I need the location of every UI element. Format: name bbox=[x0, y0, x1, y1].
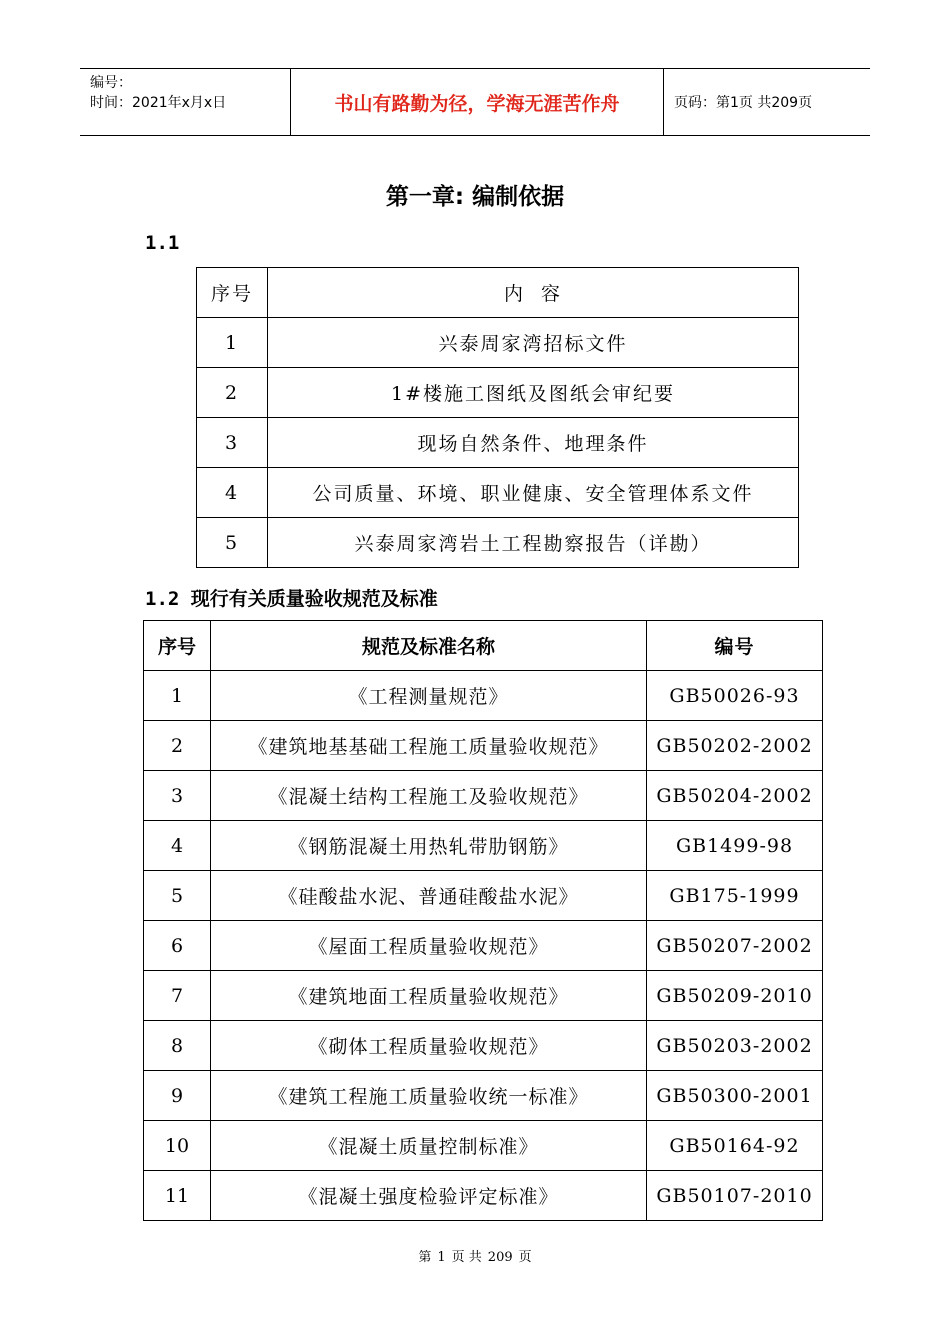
row-index: 1 bbox=[144, 671, 211, 721]
table-row bbox=[144, 671, 823, 721]
standard-name: 《混凝土质量控制标准》 bbox=[211, 1121, 647, 1171]
standard-code: GB1499-98 bbox=[647, 821, 823, 871]
row-index: 6 bbox=[144, 921, 211, 971]
row-index: 11 bbox=[144, 1171, 211, 1221]
footer-total-pages: 209 bbox=[487, 1250, 513, 1265]
standard-code: GB175-1999 bbox=[647, 871, 823, 921]
table-row bbox=[144, 1171, 823, 1221]
row-content: 1#楼施工图纸及图纸会审纪要 bbox=[268, 368, 799, 418]
header-meta bbox=[80, 69, 291, 136]
standard-name: 《建筑工程施工质量验收统一标准》 bbox=[211, 1071, 647, 1121]
row-content: 兴泰周家湾招标文件 bbox=[268, 318, 799, 368]
page-footer bbox=[0, 1246, 950, 1265]
table-row bbox=[144, 821, 823, 871]
table-row bbox=[144, 1071, 823, 1121]
row-index: 1 bbox=[197, 318, 268, 368]
chapter-title: 第一章: 编制依据 bbox=[385, 184, 565, 210]
standard-name: 《砌体工程质量验收规范》 bbox=[211, 1021, 647, 1071]
row-index: 4 bbox=[197, 468, 268, 518]
table-row bbox=[144, 871, 823, 921]
row-content: 现场自然条件、地理条件 bbox=[268, 418, 799, 468]
standard-code: GB50202-2002 bbox=[647, 721, 823, 771]
footer-page-suffix: 页 bbox=[518, 1250, 532, 1265]
row-index: 3 bbox=[197, 418, 268, 468]
row-index: 2 bbox=[197, 368, 268, 418]
standard-code: GB50300-2001 bbox=[647, 1071, 823, 1121]
standard-name: 《混凝土强度检验评定标准》 bbox=[211, 1171, 647, 1221]
column-header-code: 编号 bbox=[647, 621, 823, 671]
table-row bbox=[144, 971, 823, 1021]
column-header-name: 规范及标准名称 bbox=[211, 621, 647, 671]
standard-code: GB50026-93 bbox=[647, 671, 823, 721]
table-row bbox=[144, 1021, 823, 1071]
standard-code: GB50107-2010 bbox=[647, 1171, 823, 1221]
standard-code: GB50209-2010 bbox=[647, 971, 823, 1021]
row-index: 3 bbox=[144, 771, 211, 821]
standard-name: 《硅酸盐水泥、普通硅酸盐水泥》 bbox=[211, 871, 647, 921]
column-header-content: 内 容 bbox=[268, 268, 799, 318]
header-page-info: 页码：第1页 共209页 bbox=[664, 69, 871, 136]
table-header-row bbox=[144, 621, 823, 671]
table-row bbox=[144, 771, 823, 821]
standard-code: GB50204-2002 bbox=[647, 771, 823, 821]
row-index: 8 bbox=[144, 1021, 211, 1071]
standards-table bbox=[143, 620, 823, 1221]
standard-name: 《工程测量规范》 bbox=[211, 671, 647, 721]
table-row bbox=[144, 921, 823, 971]
document-header bbox=[80, 68, 870, 136]
row-index: 7 bbox=[144, 971, 211, 1021]
header-motto: 书山有路勤为径，学海无涯苦作舟 bbox=[291, 69, 664, 136]
table-row bbox=[197, 318, 799, 368]
row-index: 5 bbox=[144, 871, 211, 921]
row-content: 公司质量、环境、职业健康、安全管理体系文件 bbox=[268, 468, 799, 518]
document-date: 时间：2021年x月x日 bbox=[90, 95, 227, 111]
row-index: 5 bbox=[197, 518, 268, 568]
document-number-label: 编号： bbox=[90, 75, 132, 91]
row-index: 9 bbox=[144, 1071, 211, 1121]
standard-code: GB50207-2002 bbox=[647, 921, 823, 971]
row-index: 10 bbox=[144, 1121, 211, 1171]
column-header-index: 序号 bbox=[144, 621, 211, 671]
row-index: 2 bbox=[144, 721, 211, 771]
standard-name: 《钢筋混凝土用热轧带肋钢筋》 bbox=[211, 821, 647, 871]
standard-name: 《混凝土结构工程施工及验收规范》 bbox=[211, 771, 647, 821]
standard-name: 《建筑地基基础工程施工质量验收规范》 bbox=[211, 721, 647, 771]
section-1-heading: 1.1 bbox=[145, 232, 180, 254]
row-index: 4 bbox=[144, 821, 211, 871]
standard-code: GB50203-2002 bbox=[647, 1021, 823, 1071]
table-row bbox=[144, 1121, 823, 1171]
table-row bbox=[197, 418, 799, 468]
footer-page-prefix: 第 bbox=[418, 1250, 432, 1265]
standard-name: 《建筑地面工程质量验收规范》 bbox=[211, 971, 647, 1021]
footer-page-number: 1 bbox=[437, 1250, 446, 1265]
table-row bbox=[197, 368, 799, 418]
standard-name: 《屋面工程质量验收规范》 bbox=[211, 921, 647, 971]
standard-code: GB50164-92 bbox=[647, 1121, 823, 1171]
section-2-heading: 1.2 现行有关质量验收规范及标准 bbox=[145, 588, 438, 610]
table-header-row bbox=[197, 268, 799, 318]
basis-documents-table bbox=[196, 267, 799, 568]
table-row bbox=[197, 468, 799, 518]
footer-page-mid: 页 共 bbox=[451, 1250, 482, 1265]
table-row bbox=[197, 518, 799, 568]
table-row bbox=[144, 721, 823, 771]
column-header-index: 序号 bbox=[197, 268, 268, 318]
row-content: 兴泰周家湾岩土工程勘察报告（详勘） bbox=[268, 518, 799, 568]
